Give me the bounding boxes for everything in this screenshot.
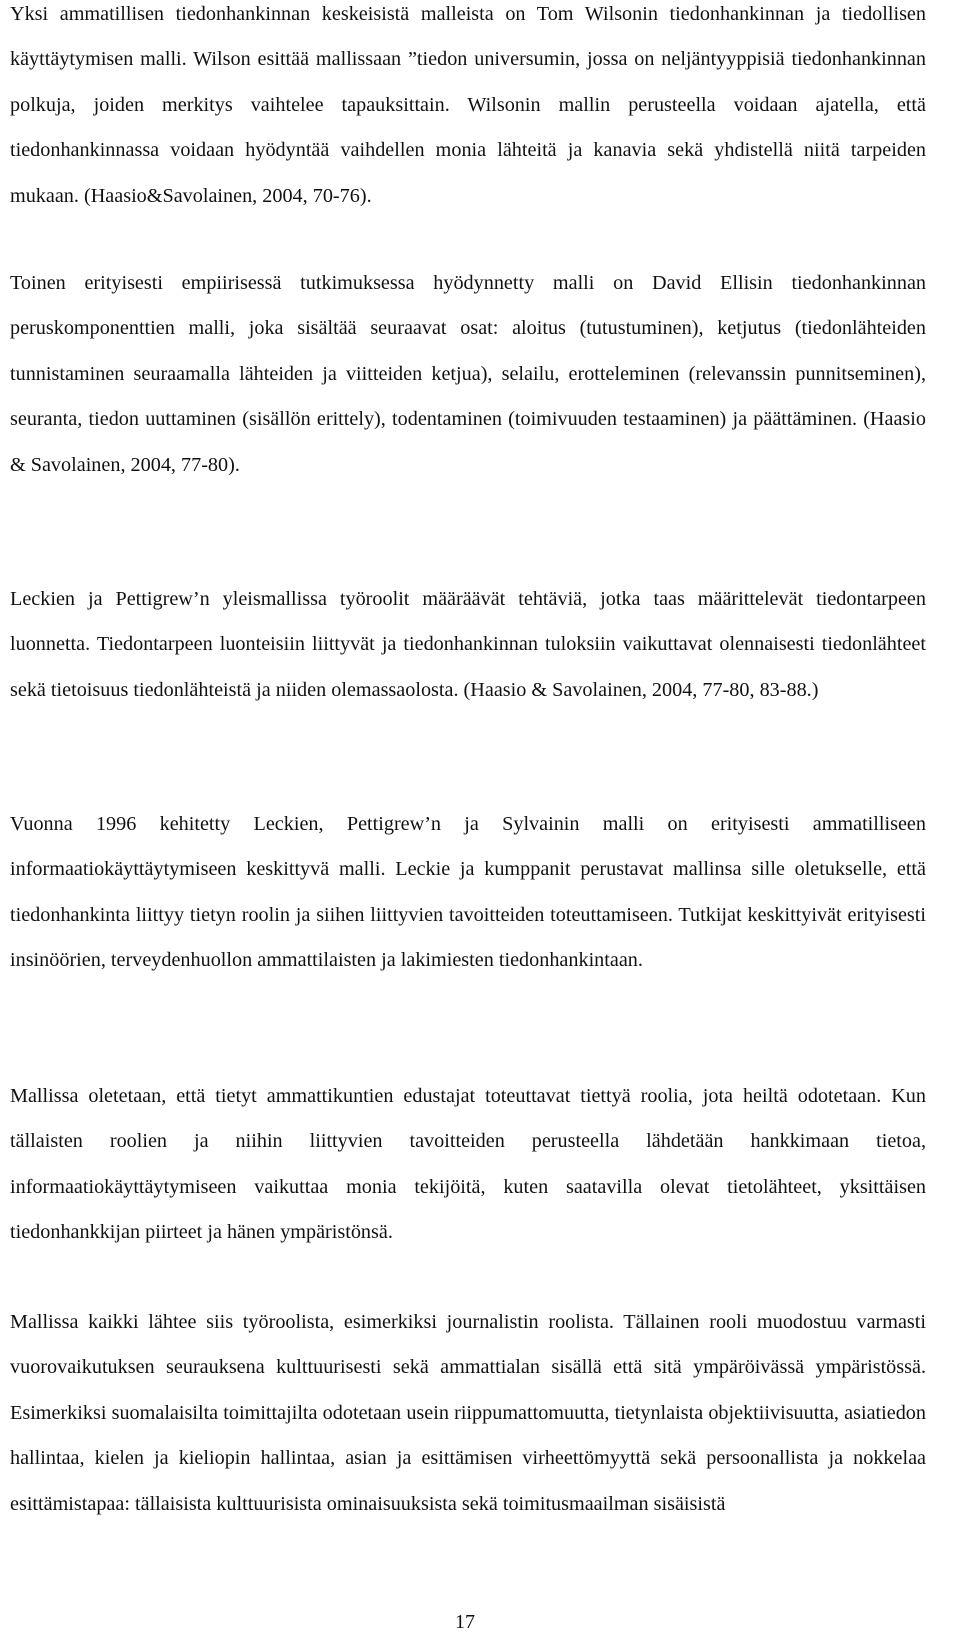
page-number: 17: [455, 1611, 475, 1633]
paragraph-ellis-model: Toinen erityisesti empiirisessä tutkimuksessa hyödynnetty malli on David Ellisin tiedonhankinnan peruskomponenttien malli, joka sisältää seuraavat osat: aloitus (tutustuminen), ketjutus (tiedonlähteiden tunnistaminen seuraamalla lähteiden ja viitteiden ketjua), selailu, erotteleminen (relevanssin punnitseminen), seuranta, tiedon uuttaminen (sisällön erittely), todentaminen (toimivuuden testaaminen) ja päättäminen. (Haasio & Savolainen, 2004, 77-80).: [10, 272, 926, 476]
paragraph-work-role: Mallissa kaikki lähtee siis työroolista, esimerkiksi journalistin roolista. Tällainen rooli muodostuu varmasti vuorovaikutuksen seurauksena kulttuurisesti sekä ammattialan sisällä että sitä ympäröivässä ympäristössä. Esimerkiksi suomalaisilta toimittajilta odotetaan usein riippumattomuutta, tietynlaista objektiivisuutta, asiatiedon hallintaa, kielen ja kieliopin hallintaa, asian ja esittämisen virheettömyyttä sekä persoonallista ja nokkelaa esittämistapaa: tällaisista kulttuurisista ominaisuuksista sekä toimitusmaailman sisäisistä: [10, 1311, 926, 1515]
paragraph-role-assumptions: Mallissa oletetaan, että tietyt ammattikuntien edustajat toteuttavat tiettyä roolia, jota heiltä odotetaan. Kun tällaisten roolien ja niihin liittyvien tavoitteiden perusteella lähdetään hankkimaan tietoa, informaatiokäyttäytymiseen vaikuttaa monia tekijöitä, kuten saatavilla olevat tietolähteet, yksittäisen tiedonhankkijan piirteet ja hänen ympäristönsä.: [10, 1085, 926, 1244]
paragraph-wilson-model: Yksi ammatillisen tiedonhankinnan keskeisistä malleista on Tom Wilsonin tiedonhankinnan ja tiedollisen käyttäytymisen malli. Wilson esittää mallissaan ”tiedon universumin, jossa on neljäntyyppisiä tiedonhankinnan polkuja, joiden merkitys vaihtelee tapauksittain. Wilsonin mallin perusteella voidaan ajatella, että tiedonhankinnassa voidaan hyödyntää vaihdellen monia lähteitä ja kanavia sekä yhdistellä niitä tarpeiden mukaan. (Haasio&Savolainen, 2004, 70-76).: [10, 3, 926, 207]
paragraph-leckie-pettigrew-model: Leckien ja Pettigrew’n yleismallissa työroolit määräävät tehtäviä, jotka taas määrittelevät tiedontarpeen luonnetta. Tiedontarpeen luonteisiin liittyvät ja tiedonhankinnan tuloksiin vaikuttavat olennaisesti tiedonlähteet sekä tietoisuus tiedonlähteistä ja niiden olemassaolosta. (Haasio & Savolainen, 2004, 77-80, 83-88.): [10, 588, 926, 701]
paragraph-leckie-1996-model: Vuonna 1996 kehitetty Leckien, Pettigrew’n ja Sylvainin malli on erityisesti ammatilliseen informaatiokäyttäytymiseen keskittyvä malli. Leckie ja kumppanit perustavat mallinsa sille oletukselle, että tiedonhankinta liittyy tietyn roolin ja siihen liittyvien tavoitteiden toteuttamiseen. Tutkijat keskittyivät erityisesti insinöörien, terveydenhuollon ammattilaisten ja lakimiesten tiedonhankintaan.: [10, 813, 926, 972]
